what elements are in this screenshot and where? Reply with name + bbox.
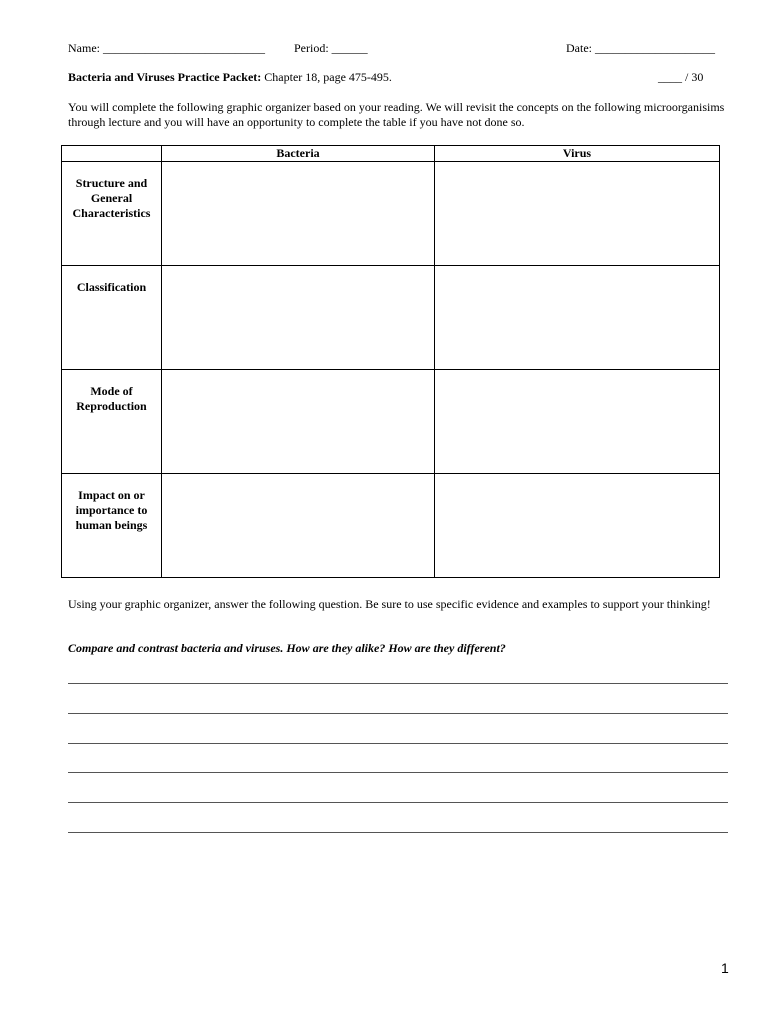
row-label-impact: Impact on or importance to human beings (62, 474, 162, 578)
column-header-virus: Virus (435, 146, 720, 162)
row-label-classification: Classification (62, 266, 162, 370)
name-field[interactable]: Name: ___________________________ (68, 41, 265, 55)
cell-bacteria-structure[interactable] (162, 162, 435, 266)
cell-virus-structure[interactable] (435, 162, 720, 266)
cell-bacteria-impact[interactable] (162, 474, 435, 578)
column-header-bacteria: Bacteria (162, 146, 435, 162)
answer-line[interactable] (68, 683, 728, 684)
table-row (62, 474, 720, 578)
row-label-reproduction: Mode of Reproduction (62, 370, 162, 474)
answer-line[interactable] (68, 713, 728, 714)
cell-virus-classification[interactable] (435, 266, 720, 370)
cell-virus-reproduction[interactable] (435, 370, 720, 474)
graphic-organizer-table (61, 145, 720, 578)
packet-title-bold: Bacteria and Viruses Practice Packet: (68, 70, 262, 84)
packet-title-rest: Chapter 18, page 475-495. (261, 70, 392, 84)
score-field[interactable]: ____ / 30 (658, 70, 704, 84)
packet-title (68, 70, 392, 85)
row-label-structure: Structure and General Characteristics (62, 162, 162, 266)
table-row (62, 162, 720, 266)
cell-bacteria-reproduction[interactable] (162, 370, 435, 474)
cell-virus-impact[interactable] (435, 474, 720, 578)
table-row (62, 266, 720, 370)
cell-bacteria-classification[interactable] (162, 266, 435, 370)
question-text: Compare and contrast bacteria and viruses. How are they alike? How are they different? (68, 641, 506, 655)
answer-line[interactable] (68, 802, 728, 803)
column-header-empty (62, 146, 162, 162)
table-row (62, 370, 720, 474)
period-field[interactable]: Period: ______ (294, 41, 368, 55)
intro-text: You will complete the following graphic organizer based on your reading. We will revisit the concepts on the following microorganisims through lecture and you will have an opportunity to complete the table if you have not done so. (68, 100, 725, 129)
table-header-row (62, 146, 720, 162)
answer-line[interactable] (68, 772, 728, 773)
answer-line[interactable] (68, 743, 728, 744)
answer-line[interactable] (68, 832, 728, 833)
page-number: 1 (721, 960, 729, 976)
instructions-text: Using your graphic organizer, answer the following question. Be sure to use specific evidence and examples to support your thinking! (68, 597, 711, 611)
date-field[interactable]: Date: ____________________ (566, 41, 715, 55)
